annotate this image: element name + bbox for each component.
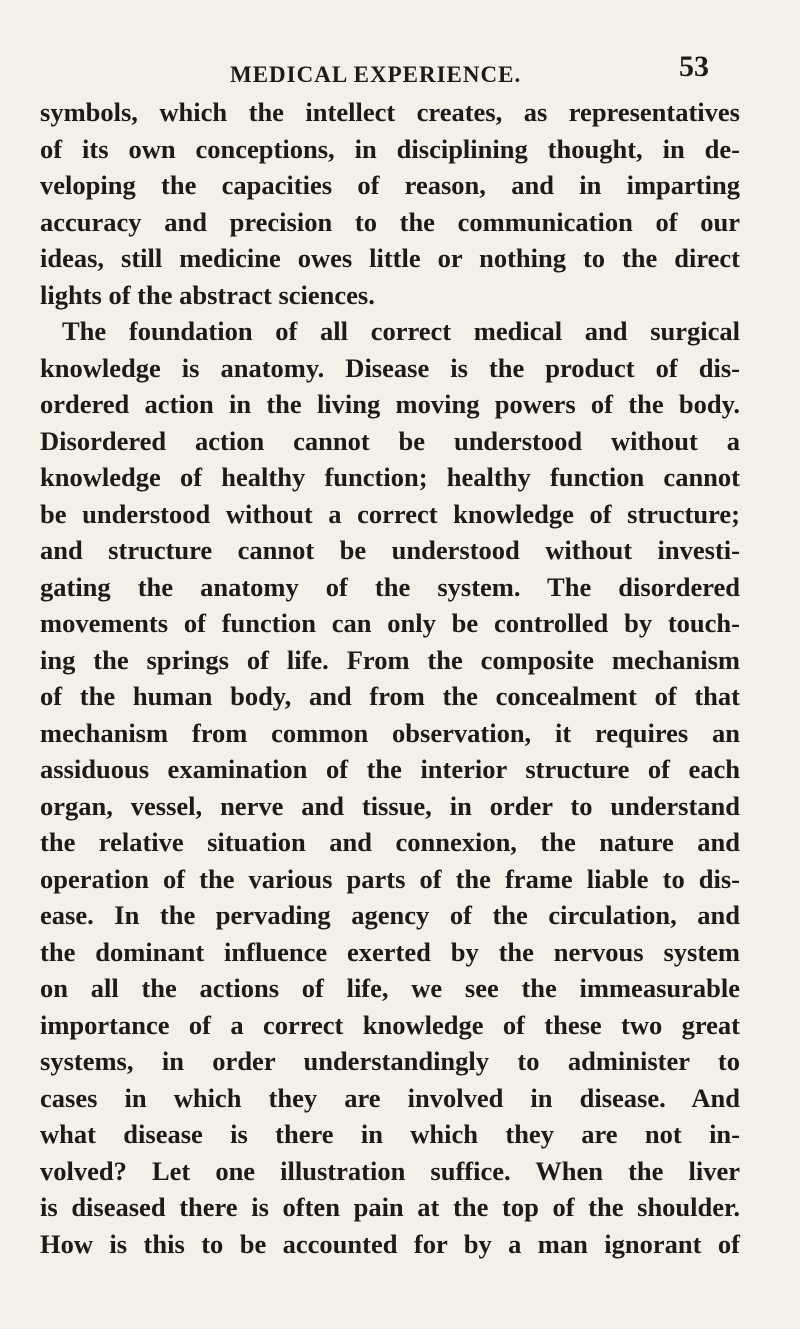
text-line: ing the springs of life. From the composite mechanism (40, 644, 740, 675)
text-line: veloping the capacities of reason, and in imparting (40, 170, 740, 200)
running-head (0, 50, 800, 90)
text-line: How is this to be accounted for by a man ignorant of (40, 1228, 740, 1259)
text-line: gating the anatomy of the system. The disordered (40, 571, 740, 602)
text-line: volved? Let one illustration suffice. When the liver (40, 1155, 740, 1186)
text-line: ordered action in the living moving powers of the body. (40, 389, 740, 419)
text-line: ideas, still medicine owes little or nothing to the direct (40, 243, 740, 273)
text-line: symbols, which the intellect creates, as representatives (40, 97, 740, 127)
text-line: of its own conceptions, in disciplining thought, in de- (40, 133, 740, 164)
paragraph-end-line: lights of the abstract sciences. (40, 279, 375, 310)
text-line: of the human body, and from the concealment of that (40, 681, 740, 711)
text-line: the dominant influence exerted by the nervous system (40, 936, 740, 967)
text-line: what disease is there in which they are not in- (40, 1119, 740, 1149)
text-line: ease. In the pervading agency of the circulation, and (40, 900, 740, 930)
paragraph-start-line: The foundation of all correct medical and surgical (62, 316, 740, 346)
text-line: operation of the various parts of the frame liable to dis- (40, 863, 740, 894)
text-line: systems, in order understandingly to administer to (40, 1046, 740, 1076)
page-number: 53 (679, 50, 709, 83)
text-line: cases in which they are involved in disease. And (40, 1082, 740, 1113)
text-line: and structure cannot be understood without investi- (40, 535, 740, 565)
text-line: be understood without a correct knowledge of structure; (40, 498, 740, 529)
text-line: accuracy and precision to the communication of our (40, 206, 740, 237)
running-title: MEDICAL EXPERIENCE. (230, 62, 522, 87)
text-line: the relative situation and connexion, the nature and (40, 827, 740, 857)
text-line: on all the actions of life, we see the immeasurable (40, 973, 740, 1003)
text-line: importance of a correct knowledge of these two great (40, 1009, 740, 1040)
text-line: organ, vessel, nerve and tissue, in order to understand (40, 790, 740, 821)
text-line: assiduous examination of the interior structure of each (40, 754, 740, 784)
text-line: knowledge is anatomy. Disease is the product of dis- (40, 352, 740, 383)
text-line: knowledge of healthy function; healthy function cannot (40, 462, 740, 492)
text-line: Disordered action cannot be understood without a (40, 425, 740, 456)
text-line: is diseased there is often pain at the top of the shoulder. (40, 1192, 740, 1222)
text-line: movements of function can only be controlled by touch- (40, 608, 740, 638)
body-text (40, 94, 740, 1262)
text-line: mechanism from common observation, it requires an (40, 717, 740, 748)
